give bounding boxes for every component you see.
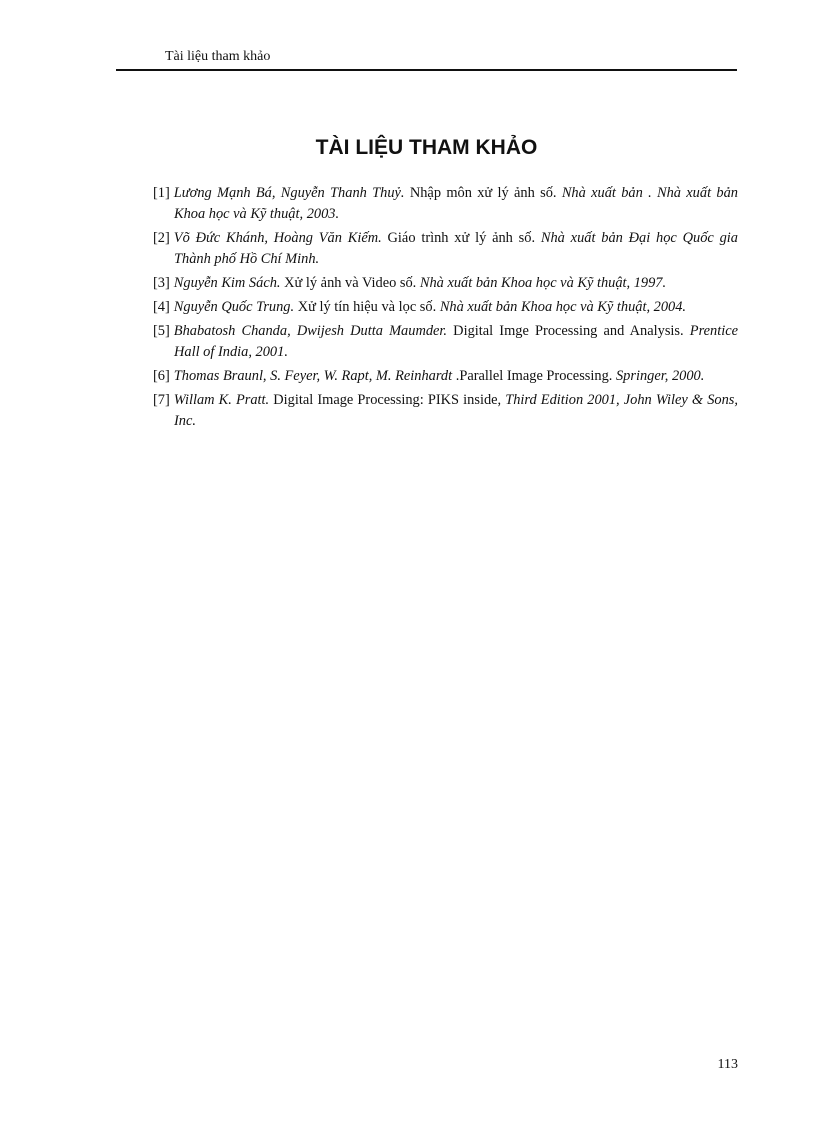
reference-authors: Nguyễn Quốc Trung. — [173, 299, 295, 315]
reference-authors: Willam K. Pratt. — [173, 392, 270, 408]
reference-title: Xử lý ảnh và Video số. — [280, 275, 420, 291]
reference-list — [153, 183, 738, 435]
reference-publisher: Nhà xuất bản Đại học Quốc gia Thành phố Hồ Chí Minh. — [174, 230, 738, 267]
reference-number: [5] — [153, 323, 170, 339]
reference-item-2 — [153, 228, 738, 270]
reference-item-7 — [153, 390, 738, 432]
reference-publisher: Nhà xuất bản Khoa học và Kỹ thuật, 2004. — [439, 299, 687, 315]
page-title: TÀI LIỆU THAM KHẢO — [315, 136, 538, 160]
reference-number: [3] — [153, 275, 170, 291]
reference-title: Digital Image Processing: PIKS inside, — [269, 392, 506, 408]
reference-authors: Thomas Braunl, S. Feyer, W. Rapt, M. Reinhardt — [173, 368, 453, 384]
reference-item-3 — [153, 273, 738, 294]
reference-publisher: Springer, 2000. — [615, 368, 705, 384]
reference-item-5 — [153, 321, 738, 363]
reference-title: Nhập môn xử lý ảnh số. — [404, 185, 562, 201]
running-header: Tài liệu tham khảo — [165, 49, 271, 64]
reference-authors: Nguyễn Kim Sách. — [173, 275, 281, 291]
reference-authors: Lương Mạnh Bá, Nguyễn Thanh Thuỷ. — [173, 185, 405, 201]
page-number: 113 — [717, 1057, 738, 1072]
reference-number: [6] — [153, 368, 170, 384]
reference-publisher: Nhà xuất bản Khoa học và Kỹ thuật, 1997. — [419, 275, 667, 291]
reference-number: [4] — [153, 299, 170, 315]
reference-item-6 — [153, 366, 738, 387]
reference-authors: Võ Đức Khánh, Hoàng Văn Kiếm. — [173, 230, 382, 246]
reference-number: [7] — [153, 392, 170, 408]
reference-title: .Parallel Image Processing. — [452, 368, 616, 384]
reference-title: Digital Imge Processing and Analysis. — [447, 323, 690, 339]
reference-publisher: Nhà xuất bản . Nhà xuất bản Khoa học và Kỹ thuật, 2003. — [174, 185, 738, 222]
reference-authors: Bhabatosh Chanda, Dwijesh Dutta Maumder. — [173, 323, 448, 339]
reference-title: Xử lý tín hiệu và lọc số. — [294, 299, 440, 315]
reference-item-4 — [153, 297, 738, 318]
header-rule — [116, 69, 737, 71]
reference-number: [1] — [153, 185, 170, 201]
reference-item-1 — [153, 183, 738, 225]
reference-number: [2] — [153, 230, 170, 246]
reference-title: Giáo trình xử lý ảnh số. — [381, 230, 541, 246]
reference-publisher: Third Edition 2001, John Wiley & Sons, Inc. — [174, 392, 738, 429]
reference-publisher: Prentice Hall of India, 2001. — [174, 323, 738, 360]
